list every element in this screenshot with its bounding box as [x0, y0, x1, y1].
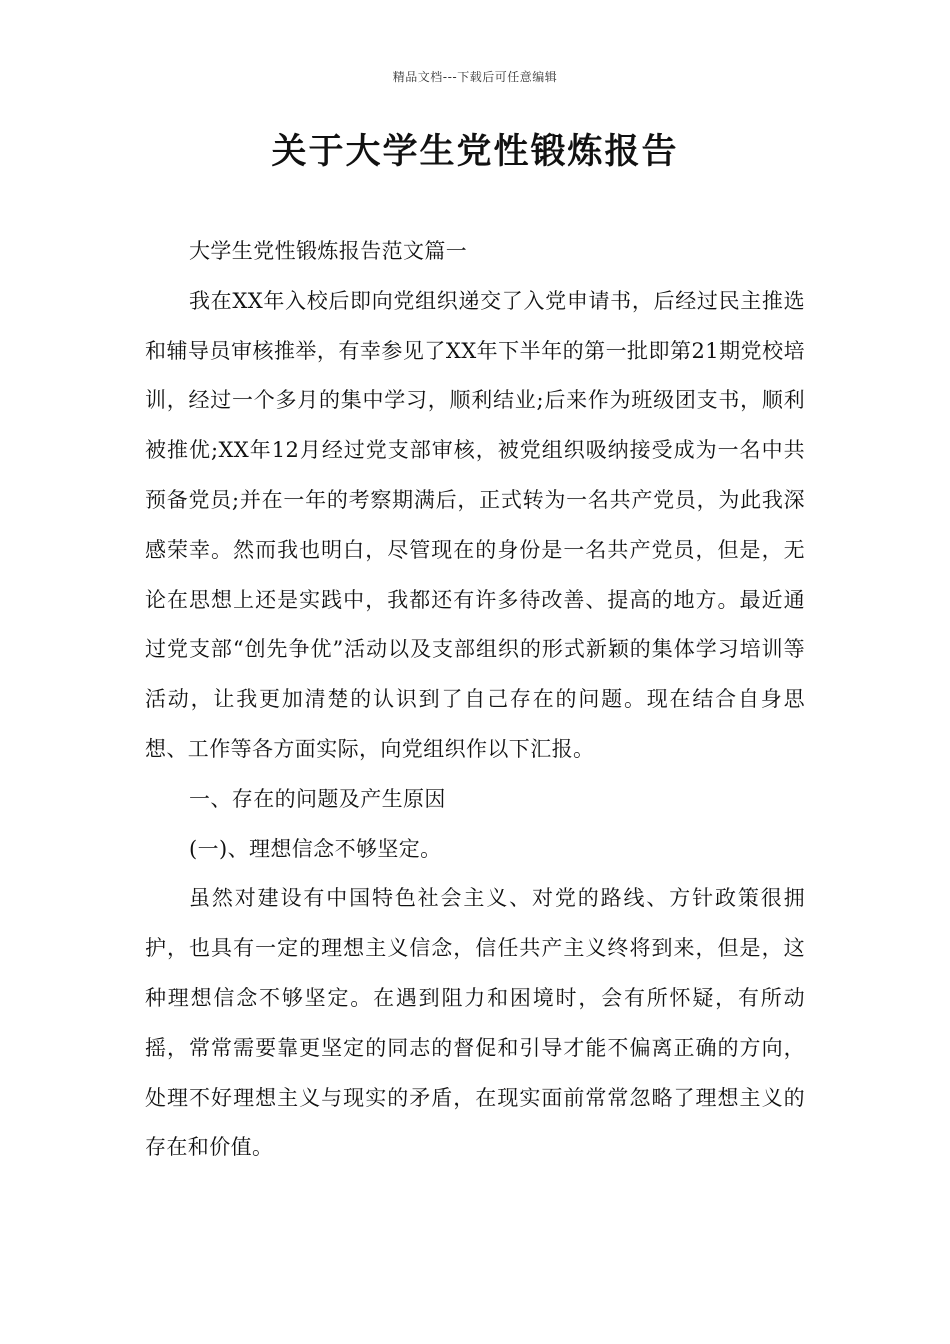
- header-note: 精品文档---下载后可任意编辑: [392, 70, 558, 84]
- body-paragraph: 虽然对建设有中国特色社会主义、对党的路线、方针政策很拥护，也具有一定的理想主义信念，信任共产主义终将到来，但是，这种理想信念不够坚定。在遇到阻力和困境时，会有所怀疑，有所动摇，常常需要靠更坚定的同志的督促和引导才能不偏离正确的方向，处理不好理想主义与现实的矛盾，在现实面前常常忽略了理想主义的存在和价值。: [145, 886, 805, 1160]
- section-heading-essay: 大学生党性锻炼报告范文篇一: [189, 239, 468, 263]
- section-heading-problems: 一、存在的问题及产生原因: [189, 786, 446, 811]
- body-paragraph: 我在XX年入校后即向党组织递交了入党申请书，后经过民主推选和辅导员审核推举，有幸参见了XX年下半年的第一批即第21期党校培训，经过一个多月的集中学习，顺利结业;后来作为班级团支书，顺利被推优;XX年12月经过党支部审核，被党组织吸纳接受成为一名中共预备党员;并在一年的考察期满后，正式转为一名共产党员，为此我深感荣幸。然而我也明白，尽管现在的身份是一名共产党员，但是，无论在思想上还是实践中，我都还有许多待改善、提高的地方。最近通过党支部“创先争优”活动以及支部组织的形式新颖的集体学习培训等活动，让我更加清楚的认识到了自己存在的问题。现在结合自身思想、工作等各方面实际，向党组织作以下汇报。: [145, 288, 805, 761]
- document-title: 关于大学生党性锻炼报告: [271, 132, 679, 172]
- document-body: [145, 227, 805, 1173]
- subsection-heading: (一)、理想信念不够坚定。: [189, 836, 442, 861]
